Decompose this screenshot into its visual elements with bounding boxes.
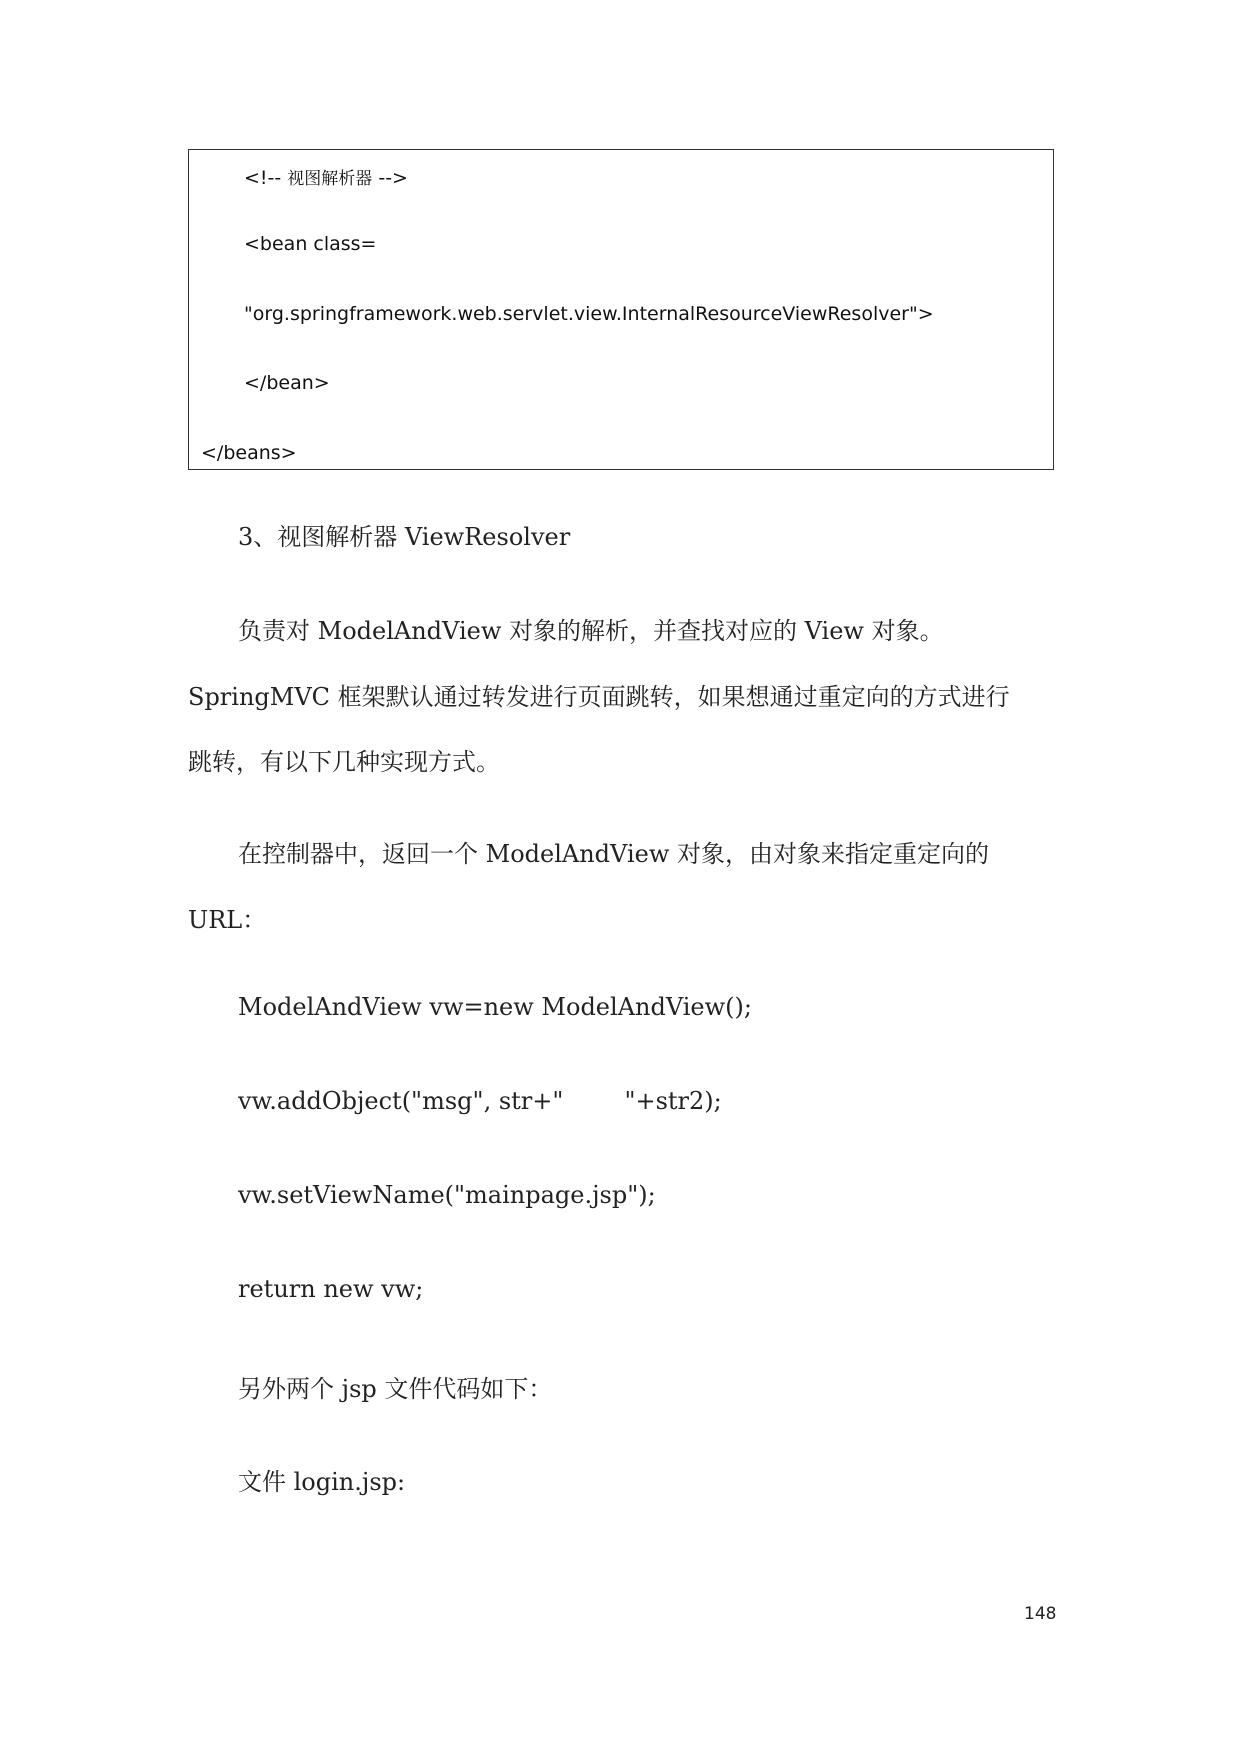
paragraph-2-line-1: 在控制器中，返回一个 ModelAndView 对象，由对象来指定重定向的 <box>238 840 990 868</box>
code-example-line-4: return new vw; <box>238 1275 424 1303</box>
code-bean-close-line: </bean> <box>244 372 330 394</box>
code-class-value-line: "org.springframework.web.servlet.view.InternalResourceViewResolver"> <box>244 303 934 325</box>
paragraph-1-line-2: SpringMVC 框架默认通过转发进行页面跳转，如果想通过重定向的方式进行 <box>188 683 1010 711</box>
paragraph-4: 文件 login.jsp: <box>238 1468 406 1496</box>
comment-close: --> <box>372 167 408 189</box>
code-beans-close-line: </beans> <box>201 442 297 464</box>
code-example-line-2: vw.addObject("msg", str+" "+str2); <box>238 1087 722 1115</box>
comment-text: 视图解析器 <box>287 169 373 189</box>
code-example-line-1: ModelAndView vw=new ModelAndView(); <box>238 993 752 1021</box>
section-heading: 3、视图解析器 ViewResolver <box>238 523 571 551</box>
comment-open: <!-- <box>244 167 288 189</box>
code-block <box>188 149 1054 470</box>
paragraph-1-line-3: 跳转，有以下几种实现方式。 <box>188 748 500 776</box>
code-example-line-3: vw.setViewName("mainpage.jsp"); <box>238 1181 656 1209</box>
paragraph-2-line-2: URL： <box>188 906 267 934</box>
paragraph-3: 另外两个 jsp 文件代码如下： <box>238 1375 553 1403</box>
code-bean-open-line: <bean class= <box>244 233 377 255</box>
paragraph-1-line-1: 负责对 ModelAndView 对象的解析，并查找对应的 View 对象。 <box>238 617 944 645</box>
page-number: 148 <box>1024 1604 1057 1624</box>
code-comment-line <box>244 164 408 189</box>
